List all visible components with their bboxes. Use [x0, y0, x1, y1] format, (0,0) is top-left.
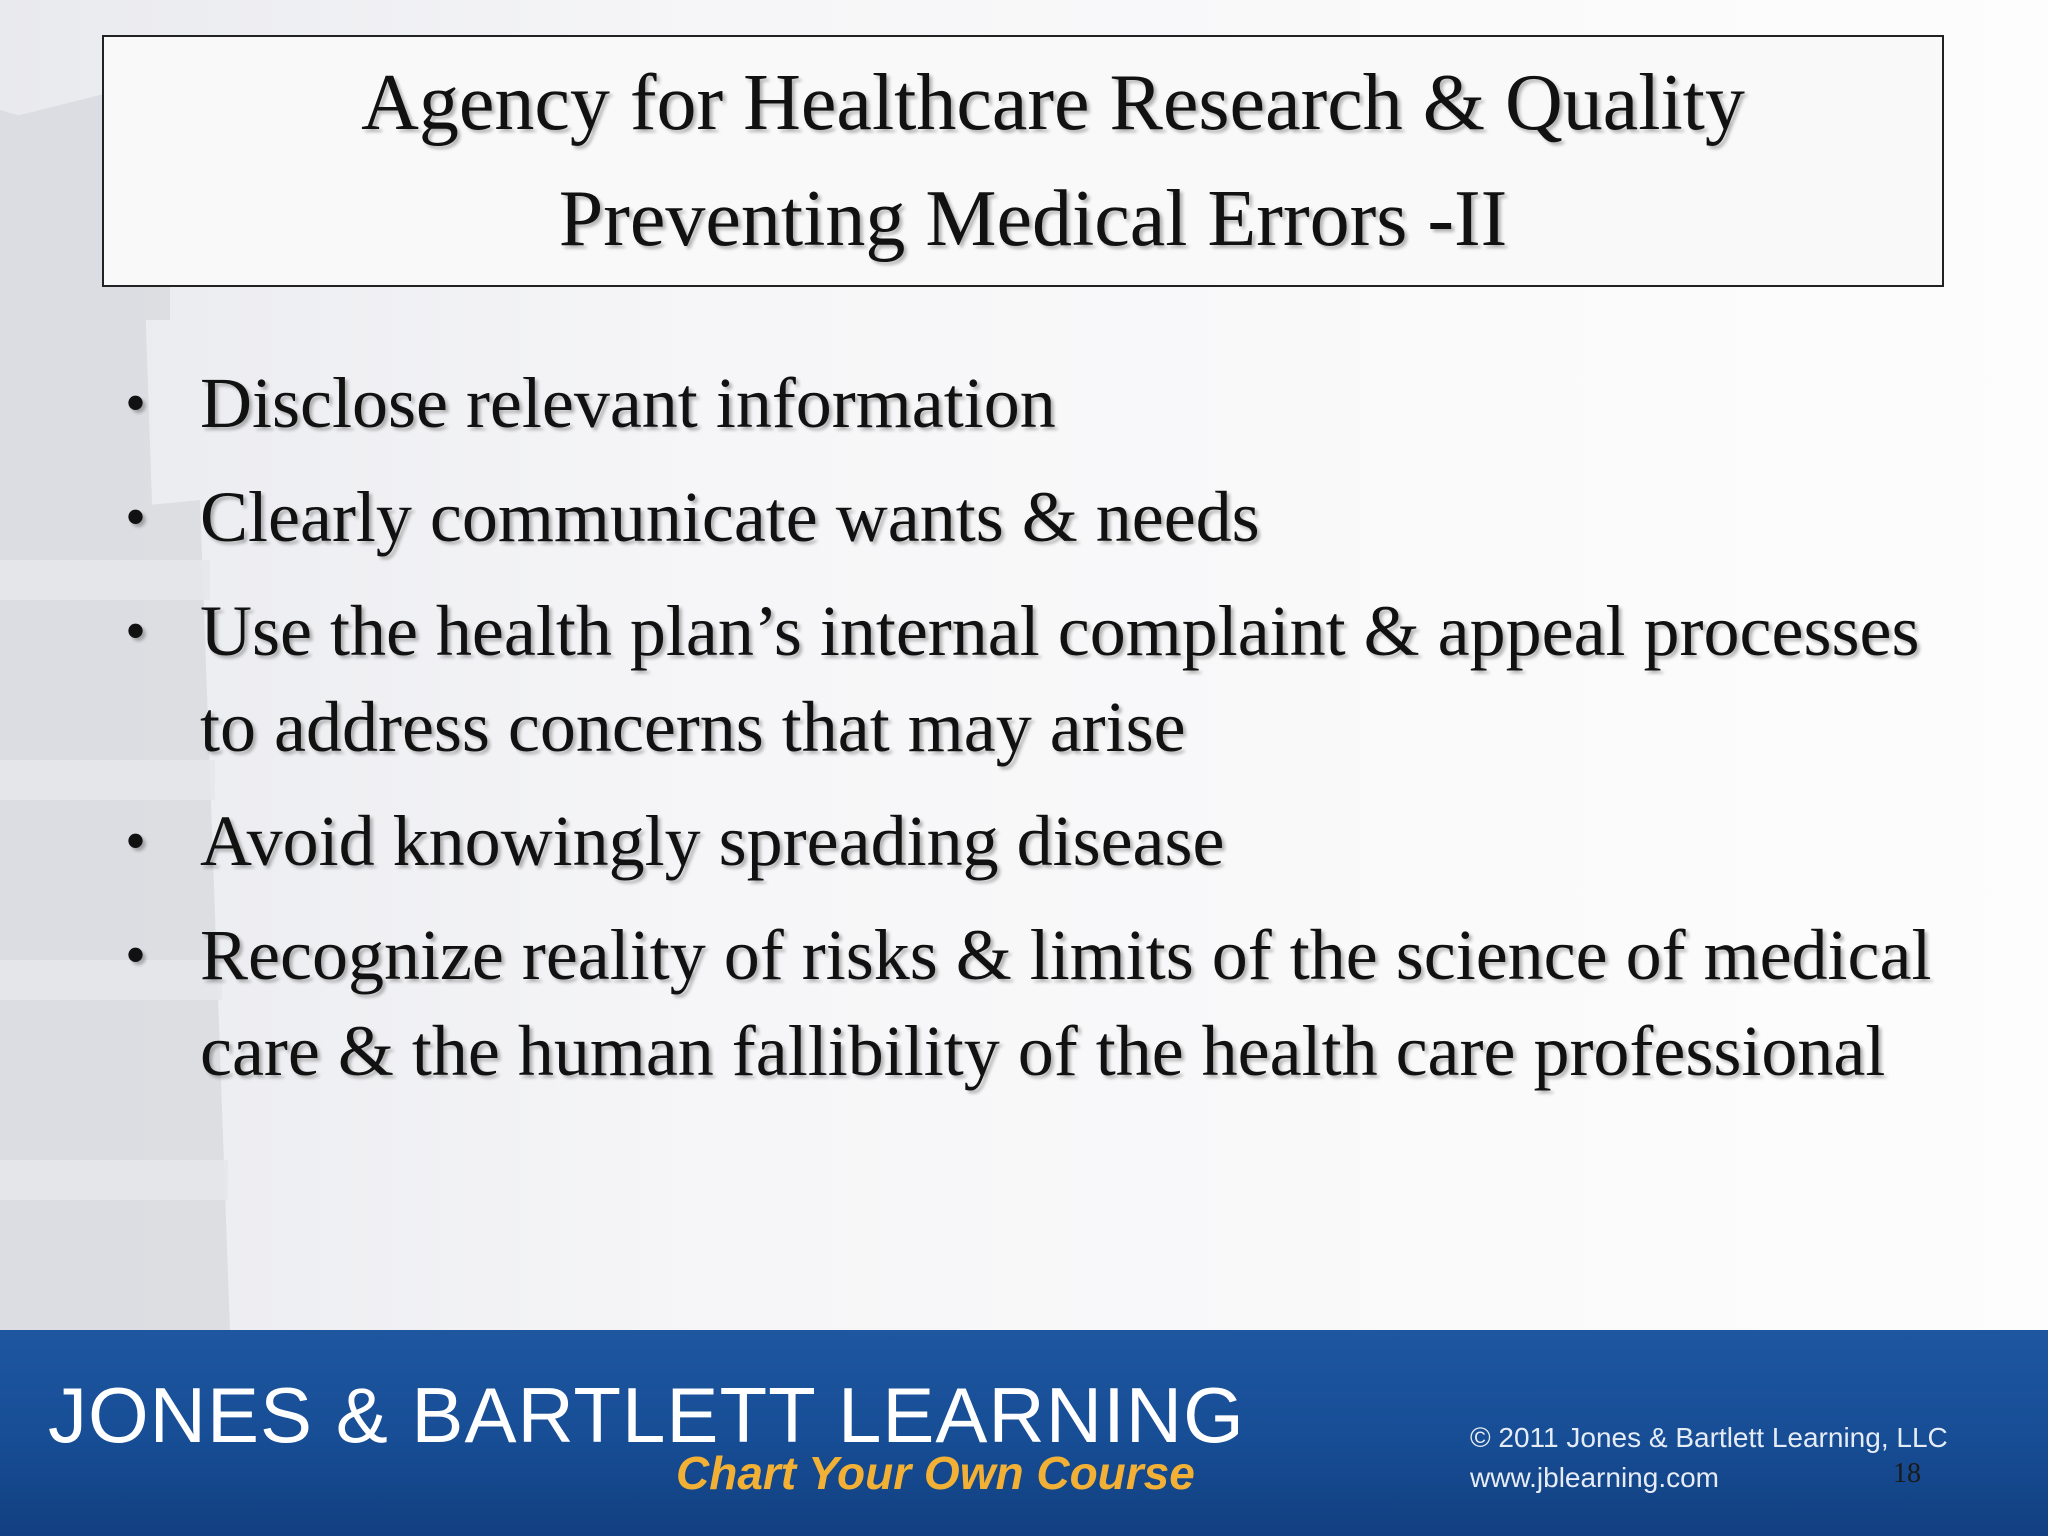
publisher-tagline: Chart Your Own Course [676, 1447, 1195, 1499]
bullet-item [120, 907, 1950, 1099]
bullet-text: Clearly communicate wants & needs [200, 477, 1260, 557]
slide-title-line-1: Agency for Healthcare Research & Quality [361, 59, 1745, 147]
slide-page-number: 18 [1893, 1458, 1921, 1489]
bullet-dot-icon: • [125, 598, 147, 664]
bullet-text: Disclose relevant information [200, 363, 1056, 443]
footer-banner [0, 1330, 2048, 1536]
bullet-list [120, 355, 1950, 1117]
publisher-brand: JONES & BARTLETT LEARNING [48, 1371, 1245, 1459]
bullet-item [120, 793, 1950, 889]
bullet-item [120, 583, 1950, 775]
copyright-notice: © 2011 Jones & Bartlett Learning, LLC [1470, 1422, 1948, 1453]
bullet-dot-icon: • [125, 370, 147, 436]
bullet-text: Avoid knowingly spreading disease [200, 801, 1225, 881]
bullet-item [120, 355, 1950, 451]
bullet-text: Recognize reality of risks & limits of the science of medical care & the human fallibility of the health care professional [200, 915, 1932, 1091]
bullet-text: Use the health plan’s internal complaint & appeal processes to address concerns that may arise [200, 591, 1920, 767]
slide-title-line-2: Preventing Medical Errors -II [558, 175, 1508, 263]
bullet-dot-icon: • [125, 808, 147, 874]
bullet-dot-icon: • [125, 922, 147, 988]
website-link[interactable]: www.jblearning.com [1470, 1462, 1719, 1493]
bullet-item [120, 469, 1950, 565]
slide-title-box [102, 35, 1944, 287]
bullet-dot-icon: • [125, 484, 147, 550]
